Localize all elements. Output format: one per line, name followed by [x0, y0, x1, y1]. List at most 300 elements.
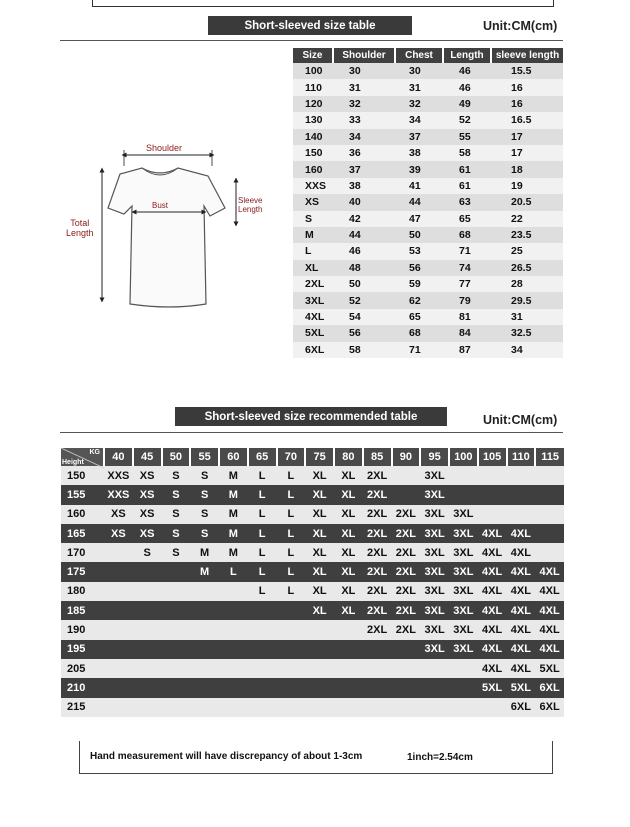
size-recommendation-cell	[420, 698, 449, 717]
size-recommendation-cell	[219, 620, 248, 639]
size-recommendation-cell	[190, 620, 219, 639]
size-recommendation-cell	[219, 601, 248, 620]
size-recommendation-cell: XL	[334, 505, 363, 524]
size-recommendation-cell	[392, 678, 421, 697]
height-cell: 180	[61, 582, 104, 601]
inch-conversion: 1inch=2.54cm	[407, 752, 473, 763]
size-recommendation-cell: 3XL	[449, 582, 478, 601]
size-cell: XL	[293, 260, 333, 276]
size-recommendation-cell: L	[248, 543, 277, 562]
size-recommendation-cell	[363, 698, 392, 717]
size-cell: 33	[333, 112, 395, 128]
size-cell: 37	[333, 161, 395, 177]
size-cell: 39	[395, 161, 443, 177]
size-cell: 74	[443, 260, 491, 276]
table-row	[293, 129, 563, 145]
size-cell: XXS	[293, 178, 333, 194]
size-recommendation-cell	[219, 678, 248, 697]
weight-header-cell: 105	[478, 448, 507, 466]
size-recommendation-cell: 4XL	[535, 601, 564, 620]
table-row	[293, 309, 563, 325]
size-cell: 71	[443, 243, 491, 259]
size-recommendation-cell: 6XL	[535, 678, 564, 697]
size-recommendation-cell: L	[248, 505, 277, 524]
table-row	[61, 543, 564, 562]
size-recommendation-cell: XXS	[104, 485, 133, 504]
size-cell: 71	[395, 342, 443, 358]
size-recommendation-cell: 2XL	[363, 466, 392, 485]
footer-box	[79, 741, 553, 774]
size-recommendation-cell: L	[248, 562, 277, 581]
size-recommendation-cell: 3XL	[420, 582, 449, 601]
size-cell: 25	[491, 243, 563, 259]
size-recommendation-cell: XL	[334, 601, 363, 620]
size-recommendation-cell: 3XL	[449, 620, 478, 639]
size-recommendation-cell	[478, 466, 507, 485]
table-row	[293, 325, 563, 341]
size-recommendation-cell: 4XL	[507, 582, 536, 601]
size-recommendation-cell: S	[190, 524, 219, 543]
section-divider-2	[60, 432, 563, 433]
size-recommendation-cell: 2XL	[392, 543, 421, 562]
size-recommendation-cell	[535, 543, 564, 562]
size-recommendation-cell: 5XL	[478, 678, 507, 697]
size-recommendation-cell: 2XL	[392, 505, 421, 524]
size-cell: 3XL	[293, 292, 333, 308]
size-recommendation-cell: 3XL	[420, 543, 449, 562]
size-recommendation-cell	[248, 659, 277, 678]
size-recommendation-cell	[104, 620, 133, 639]
size-recommendation-cell: 3XL	[420, 485, 449, 504]
size-recommendation-cell	[248, 698, 277, 717]
height-label: Height	[62, 459, 84, 466]
size-recommendation-cell	[535, 466, 564, 485]
size-recommendation-cell: 3XL	[449, 543, 478, 562]
size-header-cell: Length	[443, 48, 491, 63]
weight-header-cell: 55	[190, 448, 219, 466]
height-cell: 195	[61, 640, 104, 659]
height-cell: 190	[61, 620, 104, 639]
size-recommendation-cell: XL	[334, 582, 363, 601]
size-cell: 17	[491, 129, 563, 145]
size-cell: 6XL	[293, 342, 333, 358]
size-recommendation-cell	[133, 562, 162, 581]
weight-header-cell: 65	[248, 448, 277, 466]
size-cell: 16	[491, 96, 563, 112]
size-cell: 44	[395, 194, 443, 210]
rec-table-body	[61, 466, 564, 717]
size-recommendation-cell: 4XL	[507, 562, 536, 581]
size-recommendation-cell: 5XL	[535, 659, 564, 678]
size-recommendation-cell: M	[219, 543, 248, 562]
size-recommendation-cell	[133, 698, 162, 717]
size-cell: 30	[333, 63, 395, 79]
table-row	[61, 698, 564, 717]
size-recommendation-cell	[248, 678, 277, 697]
size-cell: 31	[491, 309, 563, 325]
size-recommendation-cell	[363, 659, 392, 678]
weight-header-cell: 60	[219, 448, 248, 466]
size-recommendation-cell: 2XL	[392, 582, 421, 601]
size-recommendation-cell: 4XL	[507, 601, 536, 620]
size-recommendation-cell	[133, 582, 162, 601]
size-recommendation-cell	[162, 620, 191, 639]
rec-table-unit: Unit:CM(cm)	[483, 413, 558, 427]
size-recommendation-cell	[277, 698, 306, 717]
size-recommendation-cell	[334, 678, 363, 697]
rec-table-header	[61, 448, 564, 466]
shoulder-label: Shoulder	[146, 143, 183, 153]
size-cell: 2XL	[293, 276, 333, 292]
size-cell: 79	[443, 292, 491, 308]
size-recommendation-cell	[392, 640, 421, 659]
size-recommendation-cell: XL	[305, 582, 334, 601]
size-recommendation-cell	[219, 659, 248, 678]
size-recommendation-cell: S	[162, 466, 191, 485]
size-recommendation-cell: XL	[334, 524, 363, 543]
size-recommendation-cell: L	[277, 505, 306, 524]
size-recommendation-cell	[133, 620, 162, 639]
size-recommendation-cell	[507, 466, 536, 485]
size-recommendation-cell	[277, 640, 306, 659]
size-recommendation-cell	[277, 678, 306, 697]
size-recommendation-cell	[162, 640, 191, 659]
size-recommendation-cell: 3XL	[420, 466, 449, 485]
size-recommendation-cell: M	[219, 466, 248, 485]
size-recommendation-cell	[190, 582, 219, 601]
size-recommendation-cell	[219, 640, 248, 659]
size-recommendation-cell: 3XL	[420, 562, 449, 581]
size-recommendation-cell	[133, 601, 162, 620]
size-cell: 44	[333, 227, 395, 243]
size-recommendation-cell: XS	[133, 524, 162, 543]
size-recommendation-cell: 3XL	[449, 505, 478, 524]
size-recommendation-cell: M	[190, 543, 219, 562]
size-cell: 58	[333, 342, 395, 358]
size-cell: 34	[333, 129, 395, 145]
size-recommendation-cell: S	[162, 485, 191, 504]
size-recommendation-cell: XL	[334, 543, 363, 562]
size-cell: M	[293, 227, 333, 243]
size-recommendation-cell	[363, 640, 392, 659]
size-table-header	[293, 48, 563, 63]
size-recommendation-cell: 4XL	[478, 601, 507, 620]
size-cell: 42	[333, 211, 395, 227]
size-cell: 61	[443, 178, 491, 194]
size-cell: 68	[395, 325, 443, 341]
size-recommendation-cell	[162, 698, 191, 717]
weight-header-cell: 95	[420, 448, 449, 466]
height-cell: 160	[61, 505, 104, 524]
size-recommendation-cell	[104, 601, 133, 620]
table-row	[293, 63, 563, 79]
size-cell: 46	[443, 79, 491, 95]
size-recommendation-cell	[334, 640, 363, 659]
size-recommendation-cell	[162, 582, 191, 601]
size-table-title: Short-sleeved size table	[208, 16, 412, 35]
size-cell: 160	[293, 161, 333, 177]
size-recommendation-cell	[305, 678, 334, 697]
size-recommendation-cell: S	[133, 543, 162, 562]
table-row	[293, 79, 563, 95]
size-recommendation-cell	[305, 659, 334, 678]
size-recommendation-cell: 4XL	[478, 659, 507, 678]
size-recommendation-cell	[363, 678, 392, 697]
size-recommendation-cell: 2XL	[392, 601, 421, 620]
size-cell: 31	[395, 79, 443, 95]
size-recommendation-cell: 4XL	[507, 659, 536, 678]
size-recommendation-cell: 2XL	[363, 601, 392, 620]
size-recommendation-cell	[334, 698, 363, 717]
weight-header-cell: 40	[104, 448, 133, 466]
size-recommendation-cell	[305, 620, 334, 639]
size-cell: 38	[395, 145, 443, 161]
table-row	[293, 276, 563, 292]
size-recommendation-cell	[190, 601, 219, 620]
size-cell: 52	[443, 112, 491, 128]
size-cell: 16	[491, 79, 563, 95]
size-recommendation-cell	[133, 678, 162, 697]
size-recommendation-cell	[449, 698, 478, 717]
size-cell: 38	[333, 178, 395, 194]
size-cell: 32	[395, 96, 443, 112]
table-row	[293, 342, 563, 358]
size-recommendation-cell	[219, 582, 248, 601]
size-recommendation-cell	[507, 505, 536, 524]
size-recommendation-cell: 2XL	[392, 524, 421, 543]
size-recommendation-cell	[535, 524, 564, 543]
size-recommendation-cell	[162, 601, 191, 620]
size-recommendation-cell	[104, 582, 133, 601]
table-row	[293, 243, 563, 259]
size-cell: 53	[395, 243, 443, 259]
size-recommendation-cell	[104, 640, 133, 659]
size-cell: 87	[443, 342, 491, 358]
size-recommendation-cell: 5XL	[507, 678, 536, 697]
size-cell: 23.5	[491, 227, 563, 243]
size-recommendation-cell: L	[248, 582, 277, 601]
size-recommendation-cell	[334, 620, 363, 639]
weight-header-cell: 85	[363, 448, 392, 466]
size-cell: L	[293, 243, 333, 259]
size-recommendation-cell	[162, 659, 191, 678]
size-cell: 140	[293, 129, 333, 145]
size-recommendation-cell: 4XL	[507, 640, 536, 659]
table-row	[61, 659, 564, 678]
size-recommendation-cell: L	[277, 582, 306, 601]
size-cell: 120	[293, 96, 333, 112]
size-recommendation-cell: XL	[305, 562, 334, 581]
table-row	[293, 96, 563, 112]
weight-header-cell: 100	[449, 448, 478, 466]
size-recommendation-cell	[133, 640, 162, 659]
size-recommendation-cell: M	[219, 505, 248, 524]
size-recommendation-cell: 3XL	[449, 640, 478, 659]
size-recommendation-cell: S	[162, 543, 191, 562]
kg-label: KG	[89, 449, 100, 456]
size-recommendation-cell	[277, 659, 306, 678]
size-recommendation-cell: XL	[334, 485, 363, 504]
size-recommendation-cell	[449, 659, 478, 678]
size-cell: 63	[443, 194, 491, 210]
size-cell: 68	[443, 227, 491, 243]
size-recommendation-cell	[449, 678, 478, 697]
recommended-table	[61, 448, 564, 717]
size-recommendation-cell	[392, 698, 421, 717]
top-frame	[92, 0, 554, 7]
size-recommendation-cell: 3XL	[420, 620, 449, 639]
size-recommendation-cell	[248, 620, 277, 639]
size-cell: 26.5	[491, 260, 563, 276]
size-cell: 59	[395, 276, 443, 292]
size-recommendation-cell: M	[190, 562, 219, 581]
size-recommendation-cell: 2XL	[363, 543, 392, 562]
size-recommendation-cell: 3XL	[420, 640, 449, 659]
weight-header-cell: 75	[305, 448, 334, 466]
size-cell: 50	[395, 227, 443, 243]
size-recommendation-cell	[190, 698, 219, 717]
size-cell: 22	[491, 211, 563, 227]
size-recommendation-cell: XL	[305, 466, 334, 485]
discrepancy-note: Hand measurement will have discrepancy of about 1-3cm	[90, 751, 363, 762]
size-cell: 48	[333, 260, 395, 276]
size-cell: 52	[333, 292, 395, 308]
size-cell: 77	[443, 276, 491, 292]
section-divider	[60, 40, 563, 41]
table-row	[293, 227, 563, 243]
height-cell: 215	[61, 698, 104, 717]
table-row	[293, 145, 563, 161]
total-length-label: Total Length	[66, 218, 94, 238]
size-recommendation-cell	[305, 698, 334, 717]
size-cell: 32	[333, 96, 395, 112]
size-recommendation-cell: 4XL	[535, 562, 564, 581]
size-recommendation-cell: 2XL	[363, 505, 392, 524]
size-cell: 54	[333, 309, 395, 325]
size-cell: 34	[491, 342, 563, 358]
size-cell: 58	[443, 145, 491, 161]
size-table-body	[293, 63, 563, 358]
size-recommendation-cell: 3XL	[420, 601, 449, 620]
size-recommendation-cell: L	[277, 485, 306, 504]
table-row	[61, 524, 564, 543]
size-recommendation-cell: 2XL	[363, 562, 392, 581]
size-recommendation-cell: 3XL	[420, 524, 449, 543]
size-recommendation-cell	[449, 485, 478, 504]
size-cell: 100	[293, 63, 333, 79]
table-row	[293, 194, 563, 210]
size-cell: 31	[333, 79, 395, 95]
size-cell: XS	[293, 194, 333, 210]
size-recommendation-cell: L	[248, 524, 277, 543]
size-recommendation-cell	[535, 485, 564, 504]
size-recommendation-cell: 4XL	[507, 543, 536, 562]
table-row	[293, 211, 563, 227]
size-recommendation-cell	[190, 640, 219, 659]
size-recommendation-cell: 4XL	[535, 640, 564, 659]
size-cell: 150	[293, 145, 333, 161]
size-recommendation-cell: 4XL	[478, 582, 507, 601]
height-cell: 165	[61, 524, 104, 543]
table-row	[293, 178, 563, 194]
size-cell: 19	[491, 178, 563, 194]
height-cell: 185	[61, 601, 104, 620]
size-recommendation-cell: M	[219, 524, 248, 543]
size-cell: 130	[293, 112, 333, 128]
size-recommendation-cell: S	[190, 505, 219, 524]
size-recommendation-cell	[478, 505, 507, 524]
size-cell: 41	[395, 178, 443, 194]
size-recommendation-cell: XXS	[104, 466, 133, 485]
size-recommendation-cell: L	[248, 466, 277, 485]
size-recommendation-cell: S	[190, 485, 219, 504]
size-cell: 56	[333, 325, 395, 341]
size-cell: 34	[395, 112, 443, 128]
size-cell: 46	[333, 243, 395, 259]
size-recommendation-cell	[133, 659, 162, 678]
weight-header-cell: 80	[334, 448, 363, 466]
size-table-unit: Unit:CM(cm)	[483, 19, 558, 33]
size-header-cell: Chest	[395, 48, 443, 63]
height-cell: 210	[61, 678, 104, 697]
size-cell: 84	[443, 325, 491, 341]
size-recommendation-cell: 4XL	[478, 620, 507, 639]
size-cell: 37	[395, 129, 443, 145]
size-cell: 62	[395, 292, 443, 308]
size-recommendation-cell: L	[277, 543, 306, 562]
size-cell: 17	[491, 145, 563, 161]
size-cell: 40	[333, 194, 395, 210]
table-row	[61, 505, 564, 524]
size-cell: 29.5	[491, 292, 563, 308]
size-recommendation-cell: 4XL	[507, 620, 536, 639]
size-cell: 18	[491, 161, 563, 177]
size-recommendation-cell	[190, 659, 219, 678]
rec-table-title: Short-sleeved size recommended table	[175, 407, 447, 426]
size-recommendation-cell: 4XL	[478, 640, 507, 659]
corner-cell	[61, 448, 104, 466]
size-cell: 65	[395, 309, 443, 325]
size-recommendation-cell: 4XL	[535, 620, 564, 639]
size-recommendation-cell: XS	[104, 524, 133, 543]
size-recommendation-cell	[507, 485, 536, 504]
weight-header-cell: 115	[535, 448, 564, 466]
size-cell: 36	[333, 145, 395, 161]
table-row	[293, 112, 563, 128]
size-cell: 20.5	[491, 194, 563, 210]
size-recommendation-cell: 4XL	[507, 524, 536, 543]
size-cell: 47	[395, 211, 443, 227]
size-recommendation-cell: XL	[305, 601, 334, 620]
size-recommendation-cell: XL	[305, 524, 334, 543]
size-recommendation-cell	[392, 485, 421, 504]
table-row	[61, 485, 564, 504]
size-cell: S	[293, 211, 333, 227]
weight-header-cell: 50	[162, 448, 191, 466]
size-recommendation-cell: XL	[305, 543, 334, 562]
size-cell: 56	[395, 260, 443, 276]
size-recommendation-cell: L	[277, 466, 306, 485]
size-recommendation-cell	[478, 698, 507, 717]
table-row	[61, 601, 564, 620]
size-header-cell: Size	[293, 48, 333, 63]
size-header-cell: sleeve length	[491, 48, 563, 63]
size-recommendation-cell: XS	[104, 505, 133, 524]
table-row	[61, 562, 564, 581]
size-cell: 50	[333, 276, 395, 292]
size-recommendation-cell: 4XL	[478, 543, 507, 562]
size-recommendation-cell: 2XL	[363, 620, 392, 639]
